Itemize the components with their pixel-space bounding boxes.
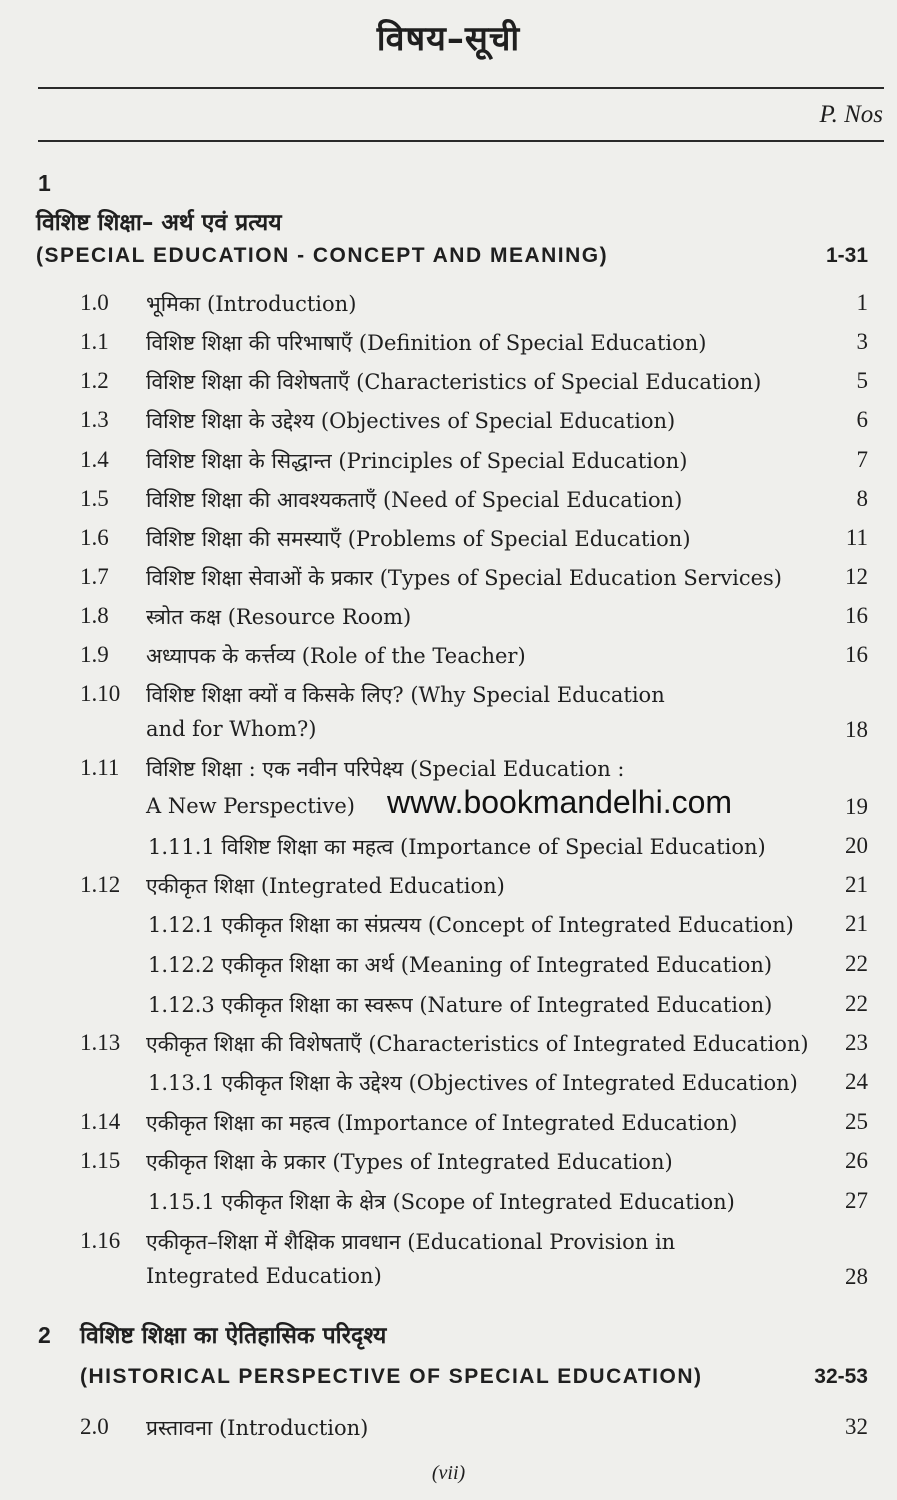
entry-page-number: 6	[856, 407, 868, 432]
entry-page-number: 22	[845, 951, 868, 976]
entry-number: 1.0	[80, 290, 109, 315]
entry-title: 1.15.1 एकीकृत शिक्षा के क्षेत्र (Scope of Integrated Education)	[148, 1190, 735, 1214]
entry-title: भूमिका (Introduction)	[146, 292, 357, 316]
entry-number: 1.10	[80, 681, 121, 706]
entry-page-number: 18	[845, 717, 868, 742]
entry-title: 1.12.2 एकीकृत शिक्षा का अर्थ (Meaning of Integrated Education)	[148, 953, 773, 977]
entry-page-number: 7	[856, 447, 868, 472]
entry-number: 1.4	[80, 447, 109, 472]
entry-number: 1.11	[80, 755, 120, 780]
entry-page-number: 12	[845, 564, 868, 589]
toc-entry	[0, 286, 897, 322]
entry-page-number: 16	[845, 642, 868, 667]
entry-number: 1.8	[80, 603, 109, 628]
entry-title: एकीकृत शिक्षा की विशेषताएँ (Characteristics of Integrated Education)	[146, 1032, 809, 1056]
entry-title: विशिष्ट शिक्षा सेवाओं के प्रकार (Types of Special Education Services)	[146, 566, 782, 590]
toc-entry	[0, 1065, 897, 1101]
entry-page-number: 21	[845, 911, 868, 936]
entry-page-number: 8	[856, 486, 868, 511]
entry-title: 1.12.3 एकीकृत शिक्षा का स्वरूप (Nature of Integrated Education)	[148, 993, 773, 1017]
entry-title: विशिष्ट शिक्षा की आवश्यकताएँ (Need of Special Education)	[146, 488, 683, 512]
entry-title: विशिष्ट शिक्षा क्यों व किसके लिए? (Why Special Education	[146, 683, 665, 707]
entry-title: विशिष्ट शिक्षा के उद्देश्य (Objectives of Special Education)	[146, 409, 676, 433]
entry-page-number: 26	[845, 1148, 868, 1173]
entry-page-number: 19	[845, 794, 868, 819]
toc-entry	[0, 482, 897, 518]
page-title: विषय–सूची	[376, 19, 521, 59]
header-rule	[38, 140, 884, 142]
entry-number: 1.5	[80, 486, 109, 511]
entry-title: विशिष्ट शिक्षा की विशेषताएँ (Characteristics of Special Education)	[146, 370, 762, 394]
entry-title-continuation: A New Perspective)	[146, 794, 355, 818]
entry-title: 1.13.1 एकीकृत शिक्षा के उद्देश्य (Objectives of Integrated Education)	[148, 1071, 798, 1095]
entry-title: एकीकृत शिक्षा (Integrated Education)	[146, 874, 505, 898]
entry-title: विशिष्ट शिक्षा की परिभाषाएँ (Definition of Special Education)	[146, 331, 707, 355]
entry-page-number: 22	[845, 991, 868, 1016]
entry-number: 1.1	[80, 329, 109, 354]
toc-entry	[0, 1410, 897, 1446]
entry-number: 1.14	[80, 1109, 121, 1134]
toc-entry	[0, 868, 897, 904]
page-footer: (vii)	[431, 1462, 466, 1484]
entry-title-continuation: Integrated Education)	[146, 1264, 382, 1288]
top-rule	[38, 87, 884, 89]
toc-entry	[0, 364, 897, 400]
chapter-number: 1	[38, 170, 51, 196]
toc-entry	[0, 403, 897, 439]
entry-title: विशिष्ट शिक्षा : एक नवीन परिपेक्ष्य (Special Education :	[146, 757, 625, 781]
toc-entry	[0, 638, 897, 674]
entry-page-number: 11	[845, 525, 868, 550]
toc-entry	[0, 947, 897, 983]
entry-page-number: 16	[845, 603, 868, 628]
entry-number: 1.16	[80, 1228, 121, 1253]
entry-title: विशिष्ट शिक्षा की समस्याएँ (Problems of Special Education)	[146, 527, 691, 551]
toc-entry	[0, 325, 897, 361]
entry-page-number: 5	[856, 368, 868, 393]
chapter-hindi-title: विशिष्ट शिक्षा का ऐतिहासिक परिदृश्य	[80, 1323, 387, 1349]
entry-title: 1.12.1 एकीकृत शिक्षा का संप्रत्यय (Concept of Integrated Education)	[148, 913, 794, 937]
entry-page-number: 20	[845, 833, 868, 858]
entry-title: प्रस्तावना (Introduction)	[146, 1416, 369, 1440]
toc-entry	[0, 987, 897, 1023]
watermark: www.bookmandelhi.com	[387, 784, 733, 820]
entry-title: एकीकृत शिक्षा के प्रकार (Types of Integrated Education)	[146, 1150, 673, 1174]
toc-entry	[0, 907, 897, 943]
entry-page-number: 25	[845, 1109, 868, 1134]
entry-title: विशिष्ट शिक्षा के सिद्धान्त (Principles of Special Education)	[146, 449, 688, 473]
entry-number: 1.7	[80, 564, 109, 589]
entry-number: 1.15	[80, 1148, 121, 1173]
toc-entry	[0, 599, 897, 635]
entry-title: अध्यापक के कर्त्तव्य (Role of the Teacher)	[146, 644, 526, 668]
chapter-page-range: 1-31	[825, 244, 868, 267]
entry-number: 1.2	[80, 368, 109, 393]
toc-entry	[0, 1144, 897, 1180]
chapter-hindi-title: विशिष्ट शिक्षा– अर्थ एवं प्रत्यय	[36, 210, 282, 236]
entry-page-number: 3	[856, 329, 868, 354]
entry-title-continuation: and for Whom?)	[146, 717, 317, 741]
entry-title: स्त्रोत कक्ष (Resource Room)	[146, 605, 412, 629]
entry-number: 1.9	[80, 642, 109, 667]
entry-title: एकीकृत–शिक्षा में शैक्षिक प्रावधान (Educational Provision in	[146, 1230, 676, 1254]
entry-number: 2.0	[80, 1414, 109, 1439]
page-numbers-label: P. Nos	[819, 101, 883, 128]
toc-entry	[0, 1105, 897, 1141]
entry-page-number: 32	[845, 1414, 868, 1439]
entry-title: एकीकृत शिक्षा का महत्व (Importance of Integrated Education)	[146, 1111, 738, 1135]
entry-number: 1.13	[80, 1030, 121, 1055]
toc-entry	[0, 443, 897, 479]
toc-entry	[0, 1026, 897, 1062]
entry-number: 1.6	[80, 525, 109, 550]
chapter-page-range: 32-53	[814, 1365, 868, 1388]
entry-number: 1.3	[80, 407, 109, 432]
toc-entry	[0, 829, 897, 865]
entry-page-number: 23	[845, 1030, 868, 1055]
toc-entry	[0, 560, 897, 596]
entry-title: 1.11.1 विशिष्ट शिक्षा का महत्व (Importance of Special Education)	[148, 835, 766, 859]
entry-page-number: 1	[856, 290, 868, 315]
entry-page-number: 21	[845, 872, 868, 897]
entry-page-number: 28	[845, 1264, 868, 1289]
toc-entry	[0, 1184, 897, 1220]
chapter-english-title: (SPECIAL EDUCATION - CONCEPT AND MEANING)	[36, 244, 609, 267]
chapter-english-title: (HISTORICAL PERSPECTIVE OF SPECIAL EDUCATION)	[80, 1365, 703, 1388]
entry-page-number: 24	[845, 1069, 868, 1094]
entry-number: 1.12	[80, 872, 121, 897]
entry-page-number: 27	[845, 1188, 868, 1213]
toc-entry	[0, 521, 897, 557]
chapter-number: 2	[38, 1322, 51, 1348]
